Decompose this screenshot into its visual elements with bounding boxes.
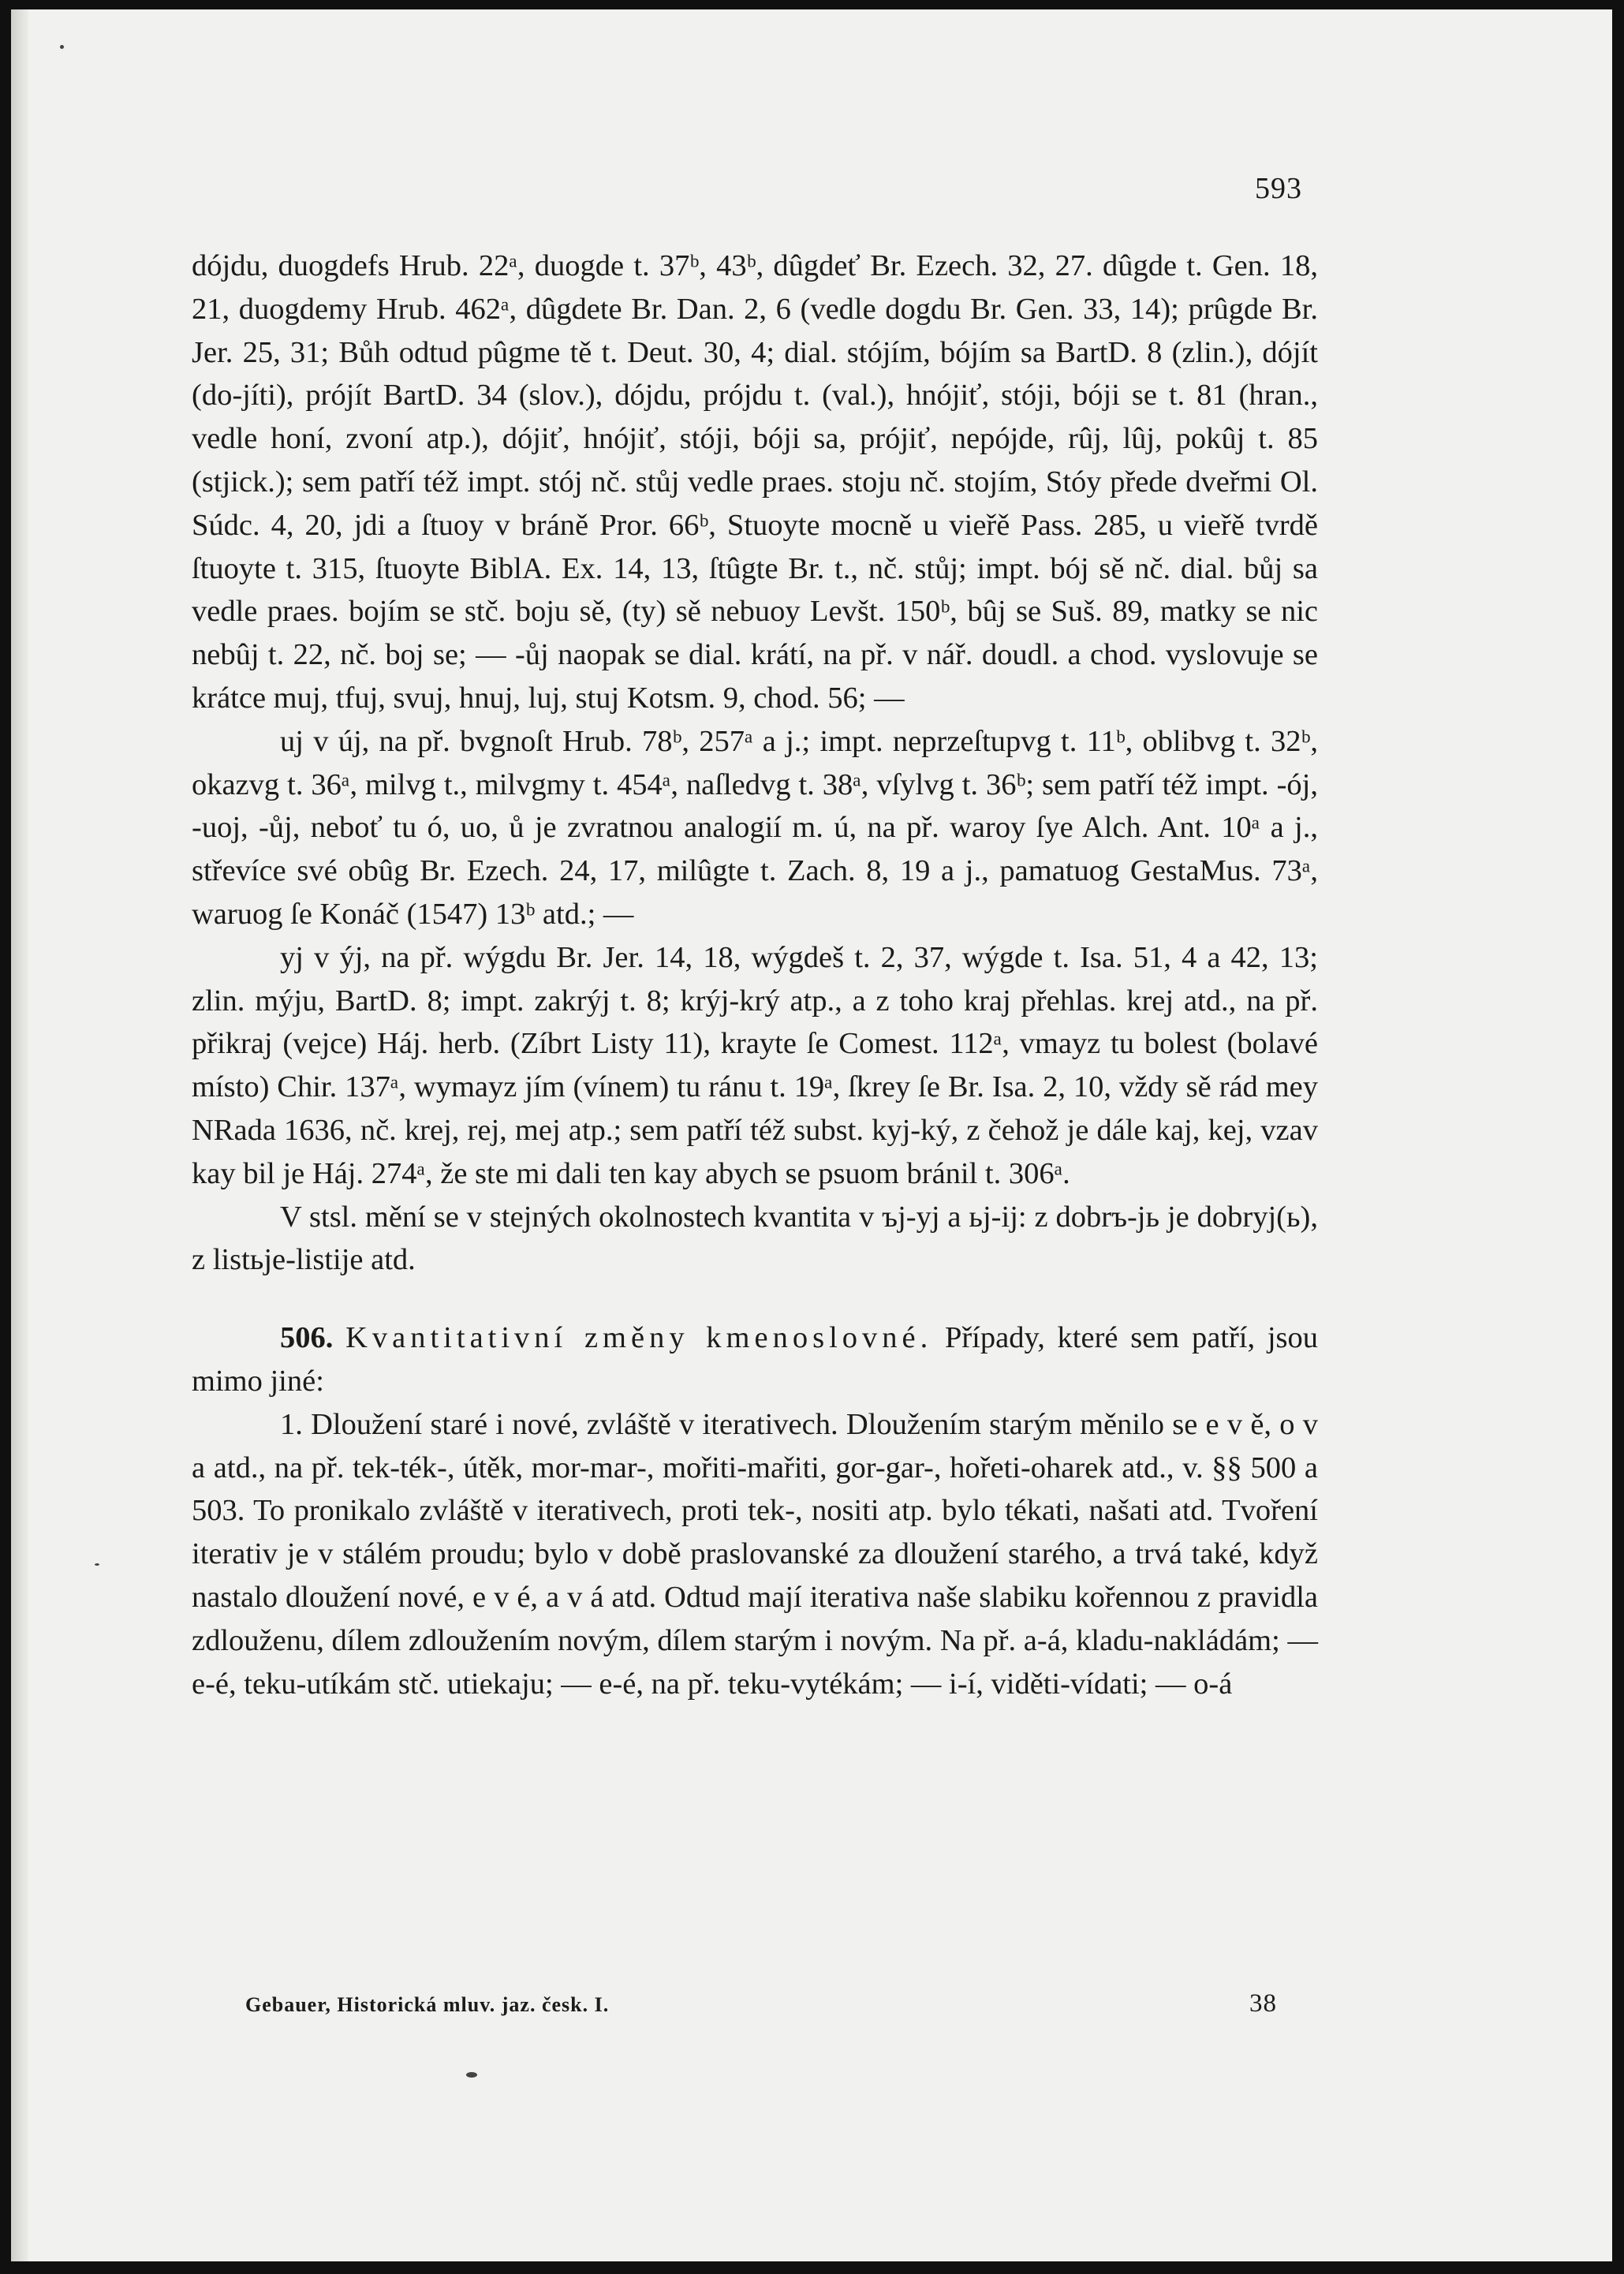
- paragraph-yj: yj v ýj, na př. wýgdu Br. Jer. 14, 18, wýgdeš t. 2, 37, wýgde t. Isa. 51, 4 a 42, 13; zlin. mýju, BartD. 8; impt. zakrýj t. 8; krýj-krý atp., a z toho kraj přehlas. krej atd., na př. přikraj (vejce) Háj. herb. (Zíbrt Listy 11), krayte ſe Comest. 112ᵃ, vmayz tu bolest (bolavé místo) Chir. 137ᵃ, wymayz jím (vínem) tu ránu t. 19ᵃ, ſkrey ſe Br. Isa. 2, 10, vždy sě rád mey NRada 1636, nč. krej, rej, mej atp.; sem patří též subst. kyj-ký, z čehož je dále kaj, kej, vzav kay bil je Háj. 274ᵃ, že ste mi dali ten kay abych se psuom bránil t. 306ᵃ.: [192, 940, 1318, 1190]
- section-number: 506.: [280, 1321, 334, 1355]
- paragraph-dlouzeni: 1. Dloužení staré i nové, zvláště v iterativech. Dloužením starým měnilo se e v ě, o v a atd., na př. tek-ték-, útěk, mor-mar-, mořiti-mařiti, gor-gar-, hořeti-oharek atd., v. §§ 500 a 503. To pronikalo zvláště v iterativech, proti tek-, nositi atp. bylo tékati, našati atd. Tvoření iterativ je v stálém proudu; bylo v době praslovanské za dloužení starého, a trvá také, když nastalo dloužení nové, e v é, a v á atd. Odtud mají iterativa naše slabiku kořennou z pravidla zdlouženu, dílem zdloužením novým, dílem starým i novým. Na př. a-á, kladu-nakládám; — e-é, teku-utíkám stč. utiekaju; — e-é, na př. teku-vytékám; — i-í, viděti-vídati; — o-á: [192, 1407, 1318, 1701]
- paragraph-stsl: V stsl. mění se v stejných okolnostech kvantita v ъj-yj a ьj-ij: z dobrъ-jь je dobryj(ь), z listьje-listije atd.: [192, 1200, 1318, 1277]
- section-506: [192, 1316, 1318, 1403]
- ink-speck: [466, 2072, 477, 2078]
- page-spine-shadow: [11, 9, 28, 2261]
- footer-sheet-number: 38: [1249, 1989, 1277, 2018]
- section-intro: Případy, které sem patří, jsou mimo jiné:: [192, 1321, 1319, 1398]
- ink-speck: [60, 45, 64, 49]
- ink-speck: [95, 1563, 99, 1566]
- page-number: 593: [1255, 172, 1302, 205]
- page-footer: [245, 1989, 1277, 2018]
- section-heading: Kvantitativní změny kmenoslovné.: [345, 1321, 933, 1355]
- paragraph-uj: uj v új, na př. bvgnoſt Hrub. 78ᵇ, 257ᵃ a j.; impt. neprzeſtupvg t. 11ᵇ, oblibvg t. 32ᵇ, okazvg t. 36ᵃ, milvg t., milvgmy t. 454ᵃ, naſledvg t. 38ᵃ, vſylvg t. 36ᵇ; sem patří též impt. -ój, -uoj, -ůj, neboť tu ó, uo, ů je zvratnou analogií m. ú, na př. waroy ſye Alch. Ant. 10ᵃ a j., střevíce své obûg Br. Ezech. 24, 17, milûgte t. Zach. 8, 19 a j., pamatuog GestaMus. 73ᵃ, waruog ſe Konáč (1547) 13ᵇ atd.; —: [192, 724, 1318, 931]
- body-text: [192, 245, 1318, 1705]
- footer-signature: Gebauer, Historická mluv. jaz. česk. I.: [245, 1993, 610, 2016]
- paragraph-continuation: dójdu, duogdefs Hrub. 22ᵃ, duogde t. 37ᵇ, 43ᵇ, dûgdeť Br. Ezech. 32, 27. dûgde t. Gen. 18, 21, duogdemy Hrub. 462ᵃ, dûgdete Br. Dan. 2, 6 (vedle dogdu Br. Gen. 33, 14); prûgde Br. Jer. 25, 31; Bůh odtud pûgme tě t. Deut. 30, 4; dial. stójím, bójím sa BartD. 8 (zlin.), dójít (do-jíti), prójít BartD. 34 (slov.), dójdu, prójdu t. (val.), hnójiť, stóji, bóji se t. 81 (hran., vedle honí, zvoní atp.), dójiť, hnójiť, stóji, bóji sa, prójiť, nepójde, rûj, lûj, pokûj t. 85 (stjick.); sem patří též impt. stój nč. stůj vedle praes. stoju nč. stojím, Stóy přede dveřmi Ol. Súdc. 4, 20, jdi a ſtuoy v bráně Pror. 66ᵇ, Stuoyte mocně u vieřě Pass. 285, u vieřě tvrdě ſtuoyte t. 315, ſtuoyte BiblA. Ex. 14, 13, ſtûgte Br. t., nč. stůj; impt. bój sě nč. dial. bůj sa vedle praes. bojím se stč. boju sě, (ty) sě nebuoy Levšt. 150ᵇ, bûj se Suš. 89, matky se nic nebûj t. 22, nč. boj se; — -ůj naopak se dial. krátí, na př. v nář. doudl. a chod. vyslovuje se krátce muj, tfuj, svuj, hnuj, luj, stuj Kotsm. 9, chod. 56; —: [192, 249, 1318, 715]
- book-page: [11, 9, 1612, 2261]
